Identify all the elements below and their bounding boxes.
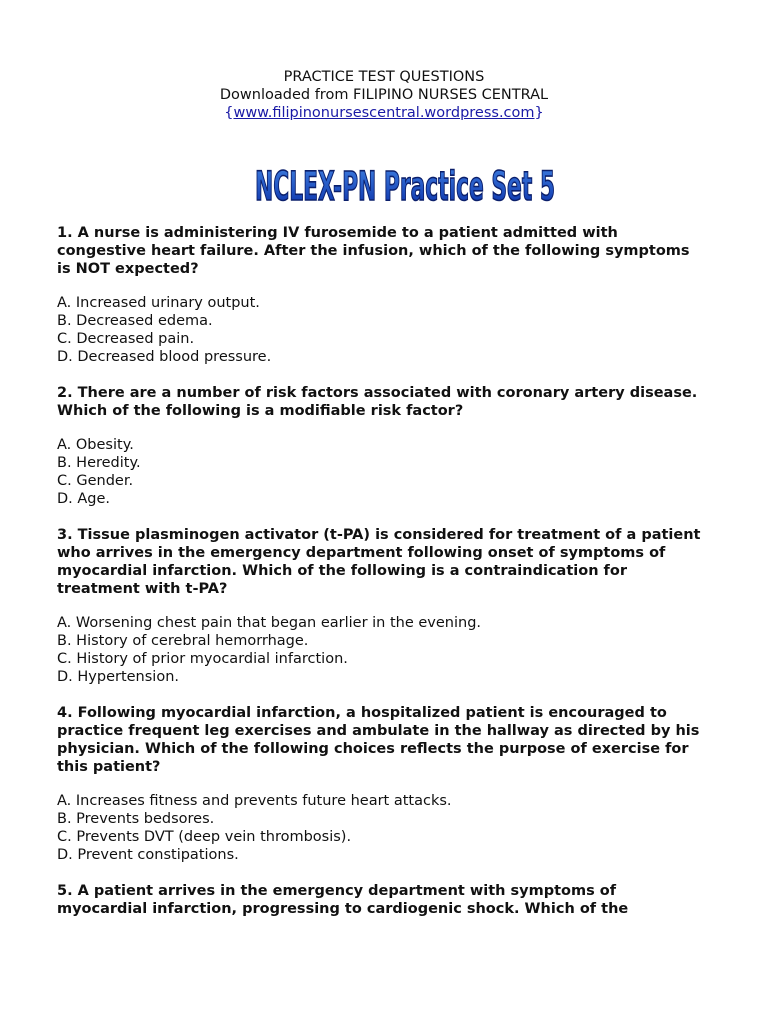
question-4-options	[57, 792, 727, 864]
header-link-line	[0, 104, 768, 122]
question-stem-line: congestive heart failure. After the infusion, which of the following symptoms	[57, 243, 690, 259]
answer-option: C. Prevents DVT (deep vein thrombosis).	[57, 829, 352, 845]
answer-option: B. History of cerebral hemorrhage.	[57, 633, 309, 649]
question-5	[57, 882, 727, 918]
answer-option: C. Decreased pain.	[57, 331, 195, 347]
question-1	[57, 224, 727, 366]
question-3-stem	[57, 526, 727, 598]
question-stem-line: myocardial infarction. Which of the following is a contraindication for	[57, 563, 627, 579]
question-list	[57, 224, 727, 934]
banner-wordart	[250, 150, 560, 212]
answer-option: A. Increases fitness and prevents future heart attacks.	[57, 793, 452, 809]
answer-option: A. Increased urinary output.	[57, 295, 260, 311]
question-stem-line: Which of the following is a modifiable risk factor?	[57, 403, 464, 419]
question-stem-line: 1. A nurse is administering IV furosemide to a patient admitted with	[57, 225, 618, 241]
banner-title: NCLEX-PN Practice Set 5	[255, 164, 555, 210]
question-stem-line: 5. A patient arrives in the emergency department with symptoms of	[57, 883, 617, 899]
question-stem-line: 4. Following myocardial infarction, a hospitalized patient is encouraged to	[57, 705, 667, 721]
question-4	[57, 704, 727, 864]
answer-option: A. Obesity.	[57, 437, 134, 453]
answer-option: B. Prevents bedsores.	[57, 811, 215, 827]
question-stem-line: myocardial infarction, progressing to cardiogenic shock. Which of the	[57, 901, 629, 917]
question-stem-line: treatment with t-PA?	[57, 581, 228, 597]
source-url: www.filipinonursescentral.wordpress.com	[233, 105, 535, 121]
question-1-options	[57, 294, 727, 366]
answer-option: C. History of prior myocardial infarction.	[57, 651, 348, 667]
answer-option: D. Hypertension.	[57, 669, 180, 685]
question-stem-line: 2. There are a number of risk factors associated with coronary artery disease.	[57, 385, 698, 401]
answer-option: D. Prevent constipations.	[57, 847, 239, 863]
question-2	[57, 384, 727, 508]
question-5-stem	[57, 882, 727, 918]
question-4-stem	[57, 704, 727, 776]
question-2-options	[57, 436, 727, 508]
header-title: PRACTICE TEST QUESTIONS	[283, 69, 485, 85]
brace-close: }	[534, 105, 544, 121]
answer-option: C. Gender.	[57, 473, 134, 489]
question-stem-line: 3. Tissue plasminogen activator (t-PA) is considered for treatment of a patient	[57, 527, 701, 543]
practice-set-banner	[250, 150, 560, 212]
question-3	[57, 526, 727, 686]
question-stem-line: this patient?	[57, 759, 161, 775]
question-stem-line: is NOT expected?	[57, 261, 199, 277]
question-stem-line: physician. Which of the following choices reflects the purpose of exercise for	[57, 741, 689, 757]
question-3-options	[57, 614, 727, 686]
answer-option: B. Heredity.	[57, 455, 141, 471]
answer-option: D. Age.	[57, 491, 111, 507]
answer-option: A. Worsening chest pain that began earlier in the evening.	[57, 615, 482, 631]
answer-option: D. Decreased blood pressure.	[57, 349, 272, 365]
source-link[interactable]	[224, 105, 544, 121]
header-source: Downloaded from FILIPINO NURSES CENTRAL	[219, 87, 549, 103]
question-2-stem	[57, 384, 727, 420]
question-stem-line: practice frequent leg exercises and ambulate in the hallway as directed by his	[57, 723, 700, 739]
answer-option: B. Decreased edema.	[57, 313, 213, 329]
document-header	[0, 68, 768, 122]
question-1-stem	[57, 224, 727, 278]
brace-open: {	[224, 105, 234, 121]
question-stem-line: who arrives in the emergency department following onset of symptoms of	[57, 545, 666, 561]
